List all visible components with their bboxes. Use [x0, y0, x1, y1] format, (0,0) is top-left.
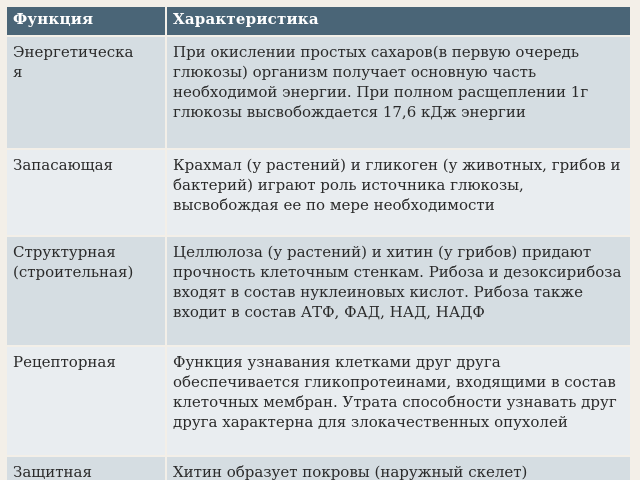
functions-table — [5, 5, 632, 480]
description-cell: Целлюлоза (у растений) и хитин (у грибов) придают прочность клеточным стенкам. Рибоза и дезоксирибоза входят в состав нуклеиновых кислот. Рибоза также входит в состав АТФ, ФАД, НАД, НАДФ — [166, 236, 631, 346]
description-cell: При окислении простых сахаров(в первую очередь глюкозы) организм получает основную часть необходимой энергии. При полном расщеплении 1г глюкозы высвобождается 17,6 кДж энергии — [166, 36, 631, 149]
function-cell: Запасающая — [6, 149, 166, 236]
function-cell: Рецепторная — [6, 346, 166, 456]
table-row — [6, 36, 631, 149]
function-cell: Защитная — [6, 456, 166, 480]
description-cell: Хитин образует покровы (наружный скелет) — [166, 456, 631, 480]
table-header-row — [6, 6, 631, 36]
table-row — [6, 149, 631, 236]
table-row — [6, 346, 631, 456]
function-cell: Энергетическа я — [6, 36, 166, 149]
table-row — [6, 456, 631, 480]
description-cell: Функция узнавания клетками друг друга обеспечивается гликопротеинами, входящими в состав клеточных мембран. Утрата способности узнавать друг друга характерна для злокачественных опухолей — [166, 346, 631, 456]
header-function: Функция — [6, 6, 166, 36]
description-cell: Крахмал (у растений) и гликоген (у животных, грибов и бактерий) играют роль источника глюкозы, высвобождая ее по мере необходимости — [166, 149, 631, 236]
function-cell: Структурная (строительная) — [6, 236, 166, 346]
header-characteristic: Характеристика — [166, 6, 631, 36]
table-row — [6, 236, 631, 346]
